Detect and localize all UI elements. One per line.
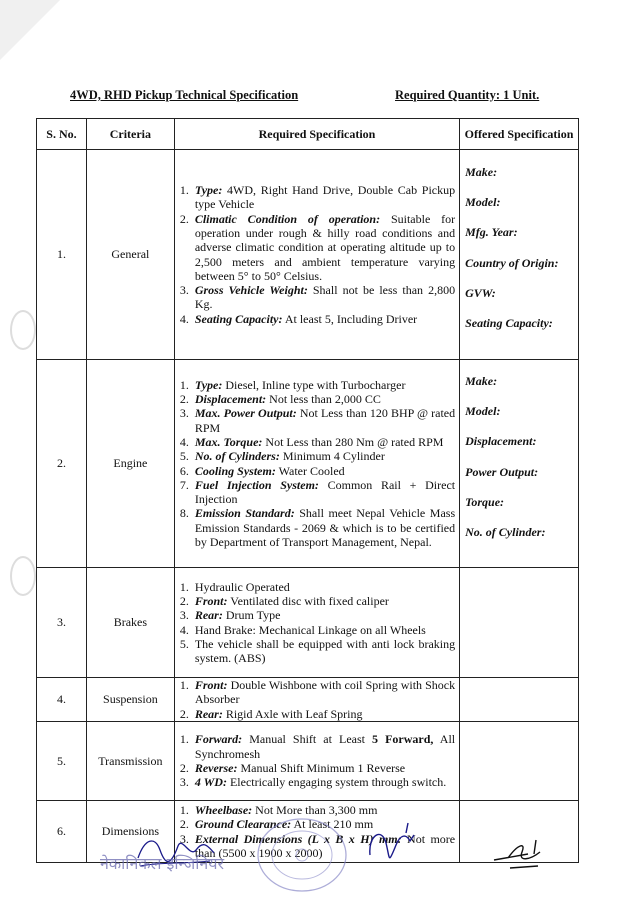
- page-corner-fold: [0, 0, 60, 60]
- spec-item: [179, 434, 455, 449]
- spec-item-number: 3.: [179, 775, 189, 790]
- spec-item-number: 1.: [179, 678, 189, 693]
- row-criteria: Suspension: [86, 678, 174, 722]
- spec-item: [179, 377, 455, 392]
- spec-item-text: Rigid Axle with Leaf Spring: [222, 706, 363, 721]
- spec-item-label: Ground Clearance:: [194, 817, 292, 832]
- row-serial-number: 4.: [37, 678, 87, 722]
- row-offered-specification: [460, 568, 579, 678]
- spec-item-text: Manual Shift at Least: [242, 732, 373, 747]
- spec-item-number: 2.: [179, 593, 189, 608]
- row-required-specification: [174, 678, 459, 722]
- spec-list: [179, 678, 456, 721]
- spec-item: [179, 283, 456, 312]
- offered-field-label: Model:: [465, 403, 501, 418]
- spec-item-number: 7.: [179, 477, 189, 492]
- spec-item-number: 2.: [179, 211, 189, 226]
- spec-item-label: Max. Power Output:: [194, 406, 297, 421]
- spec-item: [179, 311, 455, 326]
- spec-item: [179, 579, 455, 594]
- offered-field-label: Country of Origin:: [465, 255, 559, 270]
- spec-item-number: 6.: [179, 463, 189, 478]
- spec-item-label: External Dimensions (L x B x H) mm:: [194, 831, 402, 846]
- spec-item: [179, 449, 455, 464]
- spec-item: [179, 678, 456, 707]
- offered-field-label: GVW:: [465, 285, 496, 300]
- offered-field-label: Displacement:: [465, 434, 537, 449]
- spec-item: [179, 636, 456, 666]
- spec-item-number: 4.: [179, 311, 189, 326]
- header-offered-specification: Offered Specification: [460, 119, 579, 150]
- spec-item-text: Not More than 3,300 mm: [252, 802, 378, 817]
- spec-item-text: Not Less than 120 BHP @ rated RPM: [194, 406, 456, 435]
- official-seal: [255, 815, 350, 895]
- spec-item-number: 4.: [179, 622, 189, 637]
- spec-item-text: Hand Brake: Mechanical Linkage on all Wheels: [194, 622, 426, 637]
- offered-field-label: Make:: [465, 373, 498, 388]
- spec-item-label: Seating Capacity:: [194, 311, 283, 326]
- spec-item-text: Minimum 4 Cylinder: [279, 449, 385, 464]
- offered-field-label: Power Output:: [465, 464, 539, 479]
- row-offered-specification: [460, 150, 579, 360]
- row-criteria: Brakes: [86, 568, 174, 678]
- spec-item-label: Emission Standard:: [194, 506, 295, 521]
- spec-item-number: 3.: [179, 406, 189, 421]
- row-required-specification: [174, 360, 459, 568]
- spec-item-text: Not more than (5500 x 1900 x 2000): [194, 831, 456, 860]
- table-row: [37, 678, 579, 722]
- spec-item-label: Climatic Condition of operation:: [194, 211, 381, 226]
- spec-item: [179, 211, 456, 283]
- spec-list: [179, 377, 456, 550]
- spec-item-text: Double Wishbone with coil Spring with Shock Absorber: [194, 678, 456, 707]
- spec-item-number: 2.: [179, 706, 189, 721]
- table-row: [37, 568, 579, 678]
- row-serial-number: 6.: [37, 801, 87, 863]
- spec-item: [179, 608, 455, 623]
- spec-item-label: Rear:: [194, 608, 223, 623]
- signature-middle: [362, 815, 422, 875]
- offered-field-label: Mfg. Year:: [465, 225, 518, 240]
- spec-item: [179, 183, 456, 212]
- spec-item-number: 1.: [179, 802, 189, 817]
- spec-item-number: 3.: [179, 831, 189, 846]
- offered-field-label: Make:: [465, 164, 498, 179]
- row-offered-specification: [460, 360, 579, 568]
- table-row: [37, 150, 579, 360]
- row-required-specification: [174, 568, 459, 678]
- spec-item-label: Front:: [194, 593, 228, 608]
- spec-item: [179, 732, 456, 761]
- table-header-row: [37, 119, 579, 150]
- spec-item-label: Reverse:: [194, 761, 238, 775]
- spec-item: [179, 477, 456, 507]
- stamp-text: नेकानिकल इन्जिनियर: [100, 854, 225, 873]
- spec-list: [179, 732, 456, 790]
- spec-item-text: Ventilated disc with fixed caliper: [227, 593, 389, 608]
- spec-item-number: 1.: [179, 732, 189, 747]
- spec-item-number: 1.: [179, 377, 189, 392]
- spec-item: [179, 392, 455, 407]
- spec-item-text: Diesel, Inline type with Turbocharger: [222, 377, 406, 392]
- spec-item-number: 2.: [179, 761, 189, 775]
- punch-hole-mark: [10, 310, 36, 350]
- spec-item-label: Max. Torque:: [194, 434, 263, 449]
- spec-item-text: Suitable for operation under rough & hilly road conditions and adverse climatic condition at operating altitude up to 2,500 meters and ambient temperature varying between 5° to 50° Celsius.: [194, 211, 456, 283]
- required-quantity: Required Quantity: 1 Unit.: [395, 88, 540, 102]
- row-criteria: Transmission: [86, 722, 174, 801]
- spec-list: [179, 579, 456, 666]
- spec-item-number: 8.: [179, 506, 189, 521]
- offered-field-label: Torque:: [465, 494, 505, 509]
- spec-item-label: Gross Vehicle Weight:: [194, 283, 308, 298]
- spec-item: [179, 406, 456, 435]
- spec-item-text: Drum Type: [222, 608, 281, 623]
- spec-item-text-tail: All Synchromesh: [194, 732, 456, 761]
- table-row: [37, 360, 579, 568]
- spec-item-number: 5.: [179, 636, 189, 651]
- spec-item-text: The vehicle shall be equipped with anti lock braking system. (ABS): [194, 636, 456, 666]
- spec-item-text: Manual Shift Minimum 1 Reverse: [237, 761, 406, 775]
- spec-item-emphasis: 5 Forward,: [372, 732, 434, 747]
- spec-item-text: Shall not be less than 2,800 Kg.: [194, 283, 456, 312]
- row-criteria: General: [86, 150, 174, 360]
- spec-item-text: Water Cooled: [275, 463, 345, 478]
- spec-list: [179, 183, 456, 326]
- spec-item-number: 2.: [179, 392, 189, 407]
- spec-item-label: Fuel Injection System:: [194, 477, 319, 492]
- spec-item-number: 5.: [179, 449, 189, 464]
- document-title: 4WD, RHD Pickup Technical Specification: [70, 88, 299, 102]
- signature-right: [488, 830, 558, 875]
- spec-item-text: Hydraulic Operated: [194, 579, 290, 594]
- spec-item-number: 3.: [179, 608, 189, 623]
- spec-item-text: Shall meet Nepal Vehicle Mass Emission Standards - 2069 & which is to be certified by Department of Transport Management, Nepal.: [194, 506, 456, 549]
- spec-item: [179, 706, 455, 721]
- spec-item-label: No. of Cylinders:: [194, 449, 280, 464]
- row-serial-number: 3.: [37, 568, 87, 678]
- spec-item: [179, 463, 455, 478]
- offered-field-label: No. of Cylinder:: [465, 525, 546, 540]
- spec-item-text: 4WD, Right Hand Drive, Double Cab Pickup type Vehicle: [194, 183, 456, 212]
- spec-item-number: 1.: [179, 183, 189, 198]
- offered-field-label: Seating Capacity:: [465, 316, 553, 331]
- row-criteria: Dimensions: [86, 801, 174, 863]
- table-row: [37, 722, 579, 801]
- row-serial-number: 1.: [37, 150, 87, 360]
- spec-item-label: Cooling System:: [194, 463, 276, 478]
- spec-item-label: Wheelbase:: [194, 802, 253, 817]
- row-criteria: Engine: [86, 360, 174, 568]
- spec-item-number: 4.: [179, 434, 189, 449]
- row-required-specification: [174, 150, 459, 360]
- spec-item-number: 2.: [179, 817, 189, 832]
- row-serial-number: 5.: [37, 722, 87, 801]
- spec-item-label: Forward:: [194, 732, 243, 747]
- spec-item: [179, 775, 455, 790]
- spec-item: [179, 761, 455, 775]
- offered-field-label: Model:: [465, 194, 501, 209]
- spec-item-text: Not Less than 280 Nm @ rated RPM: [262, 434, 444, 449]
- spec-item-label: 4 WD:: [194, 775, 227, 790]
- header-required-specification: Required Specification: [174, 119, 459, 150]
- header-serial-number: S. No.: [37, 119, 87, 150]
- row-offered-specification: [460, 678, 579, 722]
- row-offered-specification: [460, 722, 579, 801]
- spec-item: [179, 622, 455, 637]
- row-required-specification: [174, 722, 459, 801]
- punch-hole-mark: [10, 556, 36, 596]
- header-criteria: Criteria: [86, 119, 174, 150]
- spec-item: [179, 506, 456, 549]
- specification-table: [36, 118, 579, 863]
- spec-item-label: Front:: [194, 678, 228, 693]
- spec-item: [179, 593, 455, 608]
- row-serial-number: 2.: [37, 360, 87, 568]
- spec-item-text: At least 210 mm: [291, 817, 374, 832]
- spec-item-text: Electrically engaging system through switch.: [226, 775, 447, 790]
- spec-item-number: 1.: [179, 579, 189, 594]
- spec-item-label: Rear:: [194, 706, 223, 721]
- spec-item-text: Not less than 2,000 CC: [266, 392, 381, 407]
- spec-item-text: At least 5, Including Driver: [282, 311, 418, 326]
- spec-item-label: Type:: [194, 183, 223, 198]
- spec-item-label: Displacement:: [194, 392, 267, 407]
- spec-item-text: Common Rail + Direct Injection: [194, 477, 456, 507]
- spec-item-label: Type:: [194, 377, 223, 392]
- spec-item-number: 3.: [179, 283, 189, 298]
